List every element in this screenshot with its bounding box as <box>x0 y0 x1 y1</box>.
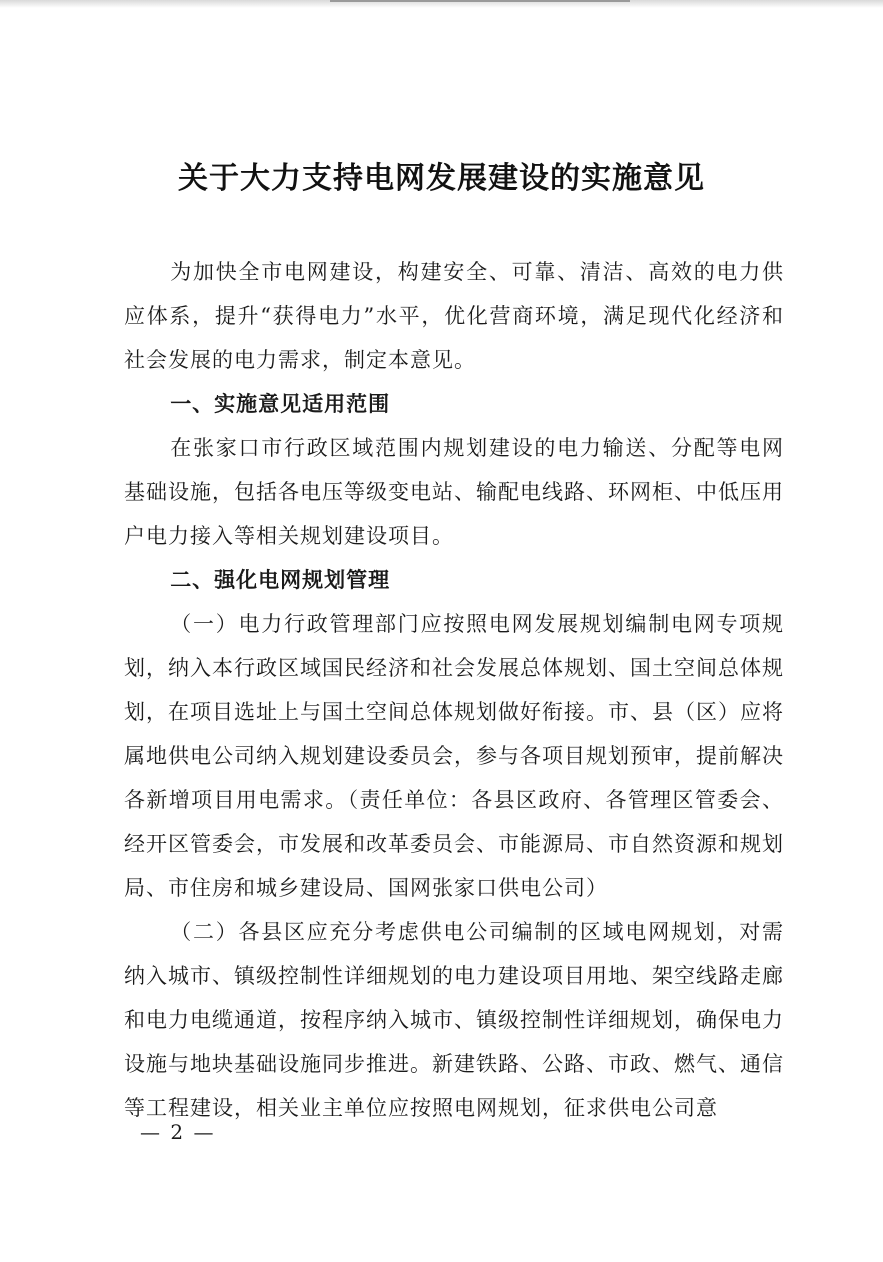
section-2-item-2: （二）各县区应充分考虑供电公司编制的区域电网规划，对需纳入城市、镇级控制性详细规划的电力建设项目用地、架空线路走廊和电力电缆通道，按程序纳入城市、镇级控制性详细规划，确保电力设施与地块基础设施同步推进。新建铁路、公路、市政、燃气、通信等工程建设，相关业主单位应按照电网规划，征求供电公司意 <box>124 920 784 1120</box>
document-body <box>124 250 784 1130</box>
section-1-paragraph: 在张家口市行政区域范围内规划建设的电力输送、分配等电网基础设施，包括各电压等级变电站、输配电线路、环网柜、中低压用户电力接入等相关规划建设项目。 <box>124 436 784 548</box>
document-title: 关于大力支持电网发展建设的实施意见 <box>178 161 705 196</box>
intro-paragraph: 为加快全市电网建设，构建安全、可靠、清洁、高效的电力供应体系，提升“获得电力”水平，优化营商环境，满足现代化经济和社会发展的电力需求，制定本意见。 <box>124 260 784 372</box>
section-2-item-1: （一）电力行政管理部门应按照电网发展规划编制电网专项规划，纳入本行政区域国民经济和社会发展总体规划、国土空间总体规划，在项目选址上与国土空间总体规划做好衔接。市、县（区）应将属地供电公司纳入规划建设委员会，参与各项目规划预审，提前解决各新增项目用电需求。（责任单位：各县区政府、各管理区管委会、经开区管委会，市发展和改革委员会、市能源局、市自然资源和规划局、市住房和城乡建设局、国网张家口供电公司） <box>124 612 784 900</box>
section-2-heading: 二、强化电网规划管理 <box>170 568 391 592</box>
section-1-heading: 一、实施意见适用范围 <box>170 392 391 416</box>
page-number: — 2 — <box>140 1120 216 1144</box>
scan-edge-mark <box>330 0 630 2</box>
